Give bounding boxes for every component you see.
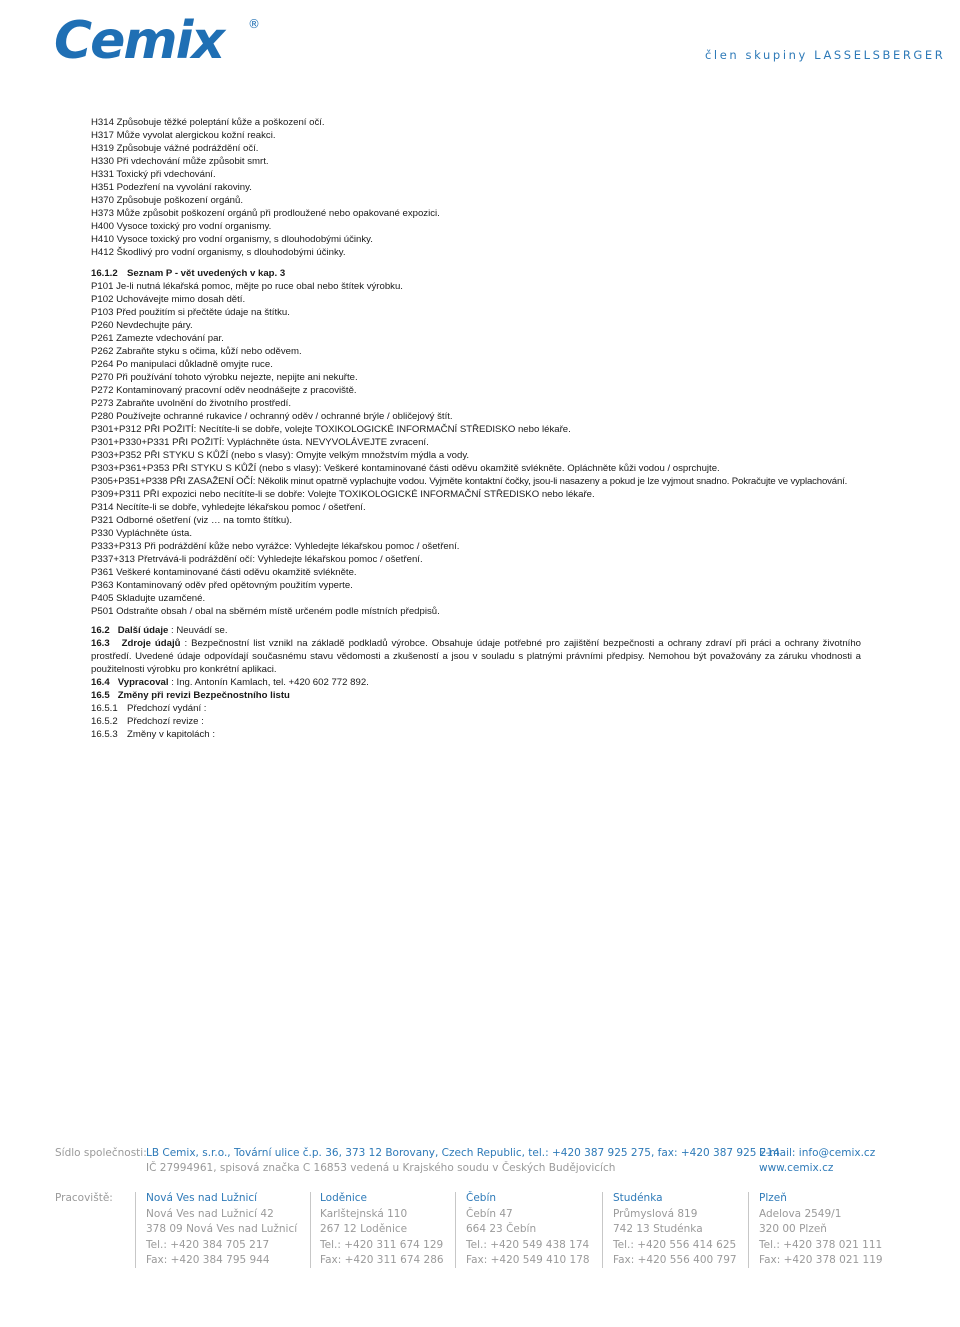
workplace-street: Nová Ves nad Lužnicí 42 <box>146 1208 274 1220</box>
section-16-3 <box>91 637 861 676</box>
section-title: Vypracoval <box>117 677 169 688</box>
workplace-city: 378 09 Nová Ves nad Lužnicí <box>146 1223 298 1235</box>
subitem-label: Změny v kapitolách : <box>127 729 215 740</box>
precaution-line: P321 Odborné ošetření (viz … na tomto štítku). <box>91 515 293 526</box>
hazard-line: H330 Při vdechování může způsobit smrt. <box>91 156 269 167</box>
workplace-street: Průmyslová 819 <box>613 1208 698 1220</box>
section-number: 16.4 <box>91 677 110 688</box>
precaution-statements <box>91 280 861 618</box>
section-text: : Neuvádí se. <box>171 625 228 636</box>
workplace-name: Čebín <box>466 1192 497 1204</box>
document-body <box>91 116 861 741</box>
precaution-line: P314 Necítíte-li se dobře, vyhledejte lékařskou pomoc / ošetření. <box>91 502 366 513</box>
workplace-name: Plzeň <box>759 1192 787 1204</box>
precaution-line: P264 Po manipulaci důkladně omyjte ruce. <box>91 359 273 370</box>
precaution-heading <box>91 267 861 280</box>
workplace-tel: Tel.: +420 549 438 174 <box>466 1239 590 1251</box>
section-16-5 <box>91 689 861 702</box>
precaution-line: P103 Před použitím si přečtěte údaje na štítku. <box>91 307 290 318</box>
precaution-line: P262 Zabraňte styku s očima, kůží nebo oděvem. <box>91 346 302 357</box>
hazard-statements <box>91 116 861 259</box>
workplace-fax: Fax: +420 549 410 178 <box>466 1254 590 1266</box>
workplace-fax: Fax: +420 384 795 944 <box>146 1254 270 1266</box>
workplace-tel: Tel.: +420 311 674 129 <box>320 1239 444 1251</box>
workplace-street: Karlštejnská 110 <box>320 1208 408 1220</box>
revision-subitem <box>91 702 861 715</box>
email-link[interactable]: E-mail: info@cemix.cz <box>759 1147 876 1159</box>
workplace-fax: Fax: +420 311 674 286 <box>320 1254 444 1266</box>
seat-label: Sídlo společnosti: <box>55 1147 147 1159</box>
precaution-line: P361 Veškeré kontaminované části oděvu okamžitě svlékněte. <box>91 567 357 578</box>
cemix-logo-mark <box>52 12 272 64</box>
workplace-city: 664 23 Čebín <box>466 1223 537 1235</box>
cemix-logo <box>52 12 272 64</box>
registered-mark: ® <box>248 17 260 31</box>
section-title: Seznam P - vět uvedených v kap. 3 <box>127 268 286 279</box>
workplace-city: 742 13 Studénka <box>613 1223 703 1235</box>
section-title: Zdroje údajů <box>121 638 181 649</box>
subitem-label: Předchozí vydání : <box>127 703 207 714</box>
revision-subitem <box>91 715 861 728</box>
precaution-line: P272 Kontaminovaný pracovní oděv neodnášejte z pracoviště. <box>91 385 357 396</box>
hazard-line: H319 Způsobuje vážné podráždění očí. <box>91 143 259 154</box>
section-title: Změny při revizi Bezpečnostního listu <box>117 690 290 701</box>
workplace-tel: Tel.: +420 384 705 217 <box>146 1239 270 1251</box>
section-title: Další údaje <box>117 625 169 636</box>
hazard-line: H331 Toxický při vdechování. <box>91 169 216 180</box>
subitem-number: 16.5.1 <box>91 703 118 714</box>
workplace-name: Loděnice <box>320 1192 368 1204</box>
workplace-fax: Fax: +420 556 400 797 <box>613 1254 737 1266</box>
precaution-line: P330 Vypláchněte ústa. <box>91 528 192 539</box>
subitem-number: 16.5.3 <box>91 729 118 740</box>
precaution-line: P305+P351+P338 PŘI ZASAŽENÍ OČÍ: Několik minut opatrně vyplachujte vodou. Vyjměte kontaktní čočky, jsou-li nasazeny a pokud je lze vyjmout snadno. Pokračujte ve vyplachování. <box>91 476 848 487</box>
brand-name: Cemix <box>54 12 223 64</box>
precaution-line: P273 Zabraňte uvolnění do životního prostředí. <box>91 398 291 409</box>
workplace-city: 267 12 Loděnice <box>320 1223 408 1235</box>
section-number: 16.1.2 <box>91 268 118 279</box>
precaution-line: P333+P313 Při podráždění kůže nebo vyrážce: Vyhledejte lékařskou pomoc / ošetření. <box>91 541 460 552</box>
precaution-line: P303+P361+P353 PŘI STYKU S KŮŽÍ (nebo s vlasy): Veškeré kontaminované části oděvu okamžitě svlékněte. Opláchněte kůži vodou / osprchujte. <box>91 463 720 474</box>
precaution-line: P309+P311 PŘI expozici nebo necítíte-li se dobře: Volejte TOXIKOLOGICKÉ INFORMAČNÍ STŘEDISKO nebo lékaře. <box>91 489 595 500</box>
precaution-line: P301+P330+P331 PŘI POŽITÍ: Vypláchněte ústa. NEVYVOLÁVEJTE zvracení. <box>91 437 429 448</box>
precaution-line: P261 Zamezte vdechování par. <box>91 333 224 344</box>
workplace-label: Pracoviště: <box>55 1192 113 1204</box>
workplace-name: Nová Ves nad Lužnicí <box>146 1192 258 1204</box>
section-16-4 <box>91 676 861 689</box>
precaution-line: P501 Odstraňte obsah / obal na sběrném místě určeném podle místních předpisů. <box>91 606 440 617</box>
section-text: : Bezpečnostní list vznikl na základě podkladů výrobce. Obsahuje údaje potřebné pro zajištění bezpečnosti a ochrany zdraví při práci a ochrany životního prostředí. Uvedené údaje odpovídají současnému stavu vědomosti a zkušeností a jsou v souladu s platnými právními předpisy. Nemohou být považovány za záruku vhodnosti a použitelnosti výrobku pro konkrétní aplikaci. <box>91 638 861 675</box>
subitem-number: 16.5.2 <box>91 716 118 727</box>
precaution-line: P363 Kontaminovaný oděv před opětovným použitím vyperte. <box>91 580 353 591</box>
revision-subitem <box>91 728 861 741</box>
precaution-line: P270 Při používání tohoto výrobku nejezte, nepijte ani nekuřte. <box>91 372 358 383</box>
section-number: 16.5 <box>91 690 110 701</box>
workplace-tel: Tel.: +420 556 414 625 <box>613 1239 737 1251</box>
section-number: 16.2 <box>91 625 110 636</box>
precaution-line: P102 Uchovávejte mimo dosah dětí. <box>91 294 246 305</box>
precaution-line: P337+313 Přetrvává-li podráždění očí: Vyhledejte lékařskou pomoc / ošetření. <box>91 554 423 565</box>
hazard-line: H373 Může způsobit poškození orgánů při prodloužené nebo opakované expozici. <box>91 208 440 219</box>
hazard-line: H314 Způsobuje těžké poleptání kůže a poškození očí. <box>91 117 325 128</box>
hazard-line: H400 Vysoce toxický pro vodní organismy. <box>91 221 272 232</box>
section-number: 16.3 <box>91 638 110 649</box>
workplace-fax: Fax: +420 378 021 119 <box>759 1254 883 1266</box>
precaution-line: P101 Je-li nutná lékařská pomoc, mějte po ruce obal nebo štítek výrobku. <box>91 281 403 292</box>
hazard-line: H412 Škodlivý pro vodní organismy, s dlouhodobými účinky. <box>91 247 346 258</box>
workplace-street: Čebín 47 <box>466 1208 513 1220</box>
hazard-line: H351 Podezření na vyvolání rakoviny. <box>91 182 252 193</box>
website-link[interactable]: www.cemix.cz <box>759 1162 834 1174</box>
group-tagline: člen skupiny LASSELSBERGER <box>705 48 946 62</box>
precaution-line: P260 Nevdechujte páry. <box>91 320 193 331</box>
hazard-line: H410 Vysoce toxický pro vodní organismy, s dlouhodobými účinky. <box>91 234 373 245</box>
workplace-name: Studénka <box>613 1192 663 1204</box>
section-text: : Ing. Antonín Kamlach, tel. +420 602 772 892. <box>171 677 369 688</box>
workplace-street: Adelova 2549/1 <box>759 1208 842 1220</box>
workplace-tel: Tel.: +420 378 021 111 <box>759 1239 883 1251</box>
hazard-line: H370 Způsobuje poškození orgánů. <box>91 195 244 206</box>
precaution-line: P301+P312 PŘI POŽITÍ: Necítíte-li se dobře, volejte TOXIKOLOGICKÉ INFORMAČNÍ STŘEDISKO nebo lékaře. <box>91 424 571 435</box>
seat-address: LB Cemix, s.r.o., Tovární ulice č.p. 36, 373 12 Borovany, Czech Republic, tel.: +420 387 925 275, fax: +420 387 925 214 <box>146 1147 780 1159</box>
section-16-2 <box>91 624 861 637</box>
hazard-line: H317 Může vyvolat alergickou kožní reakci. <box>91 130 276 141</box>
company-registration: IČ 27994961, spisová značka C 16853 vedená u Krajského soudu v Českých Budějovicích <box>146 1162 616 1174</box>
precaution-line: P405 Skladujte uzamčené. <box>91 593 206 604</box>
subitem-label: Předchozí revize : <box>127 716 204 727</box>
workplace-city: 320 00 Plzeň <box>759 1223 827 1235</box>
precaution-line: P280 Používejte ochranné rukavice / ochranný oděv / ochranné brýle / obličejový štít. <box>91 411 453 422</box>
precaution-line: P303+P352 PŘI STYKU S KŮŽÍ (nebo s vlasy): Omyjte velkým množstvím mýdla a vody. <box>91 450 470 461</box>
